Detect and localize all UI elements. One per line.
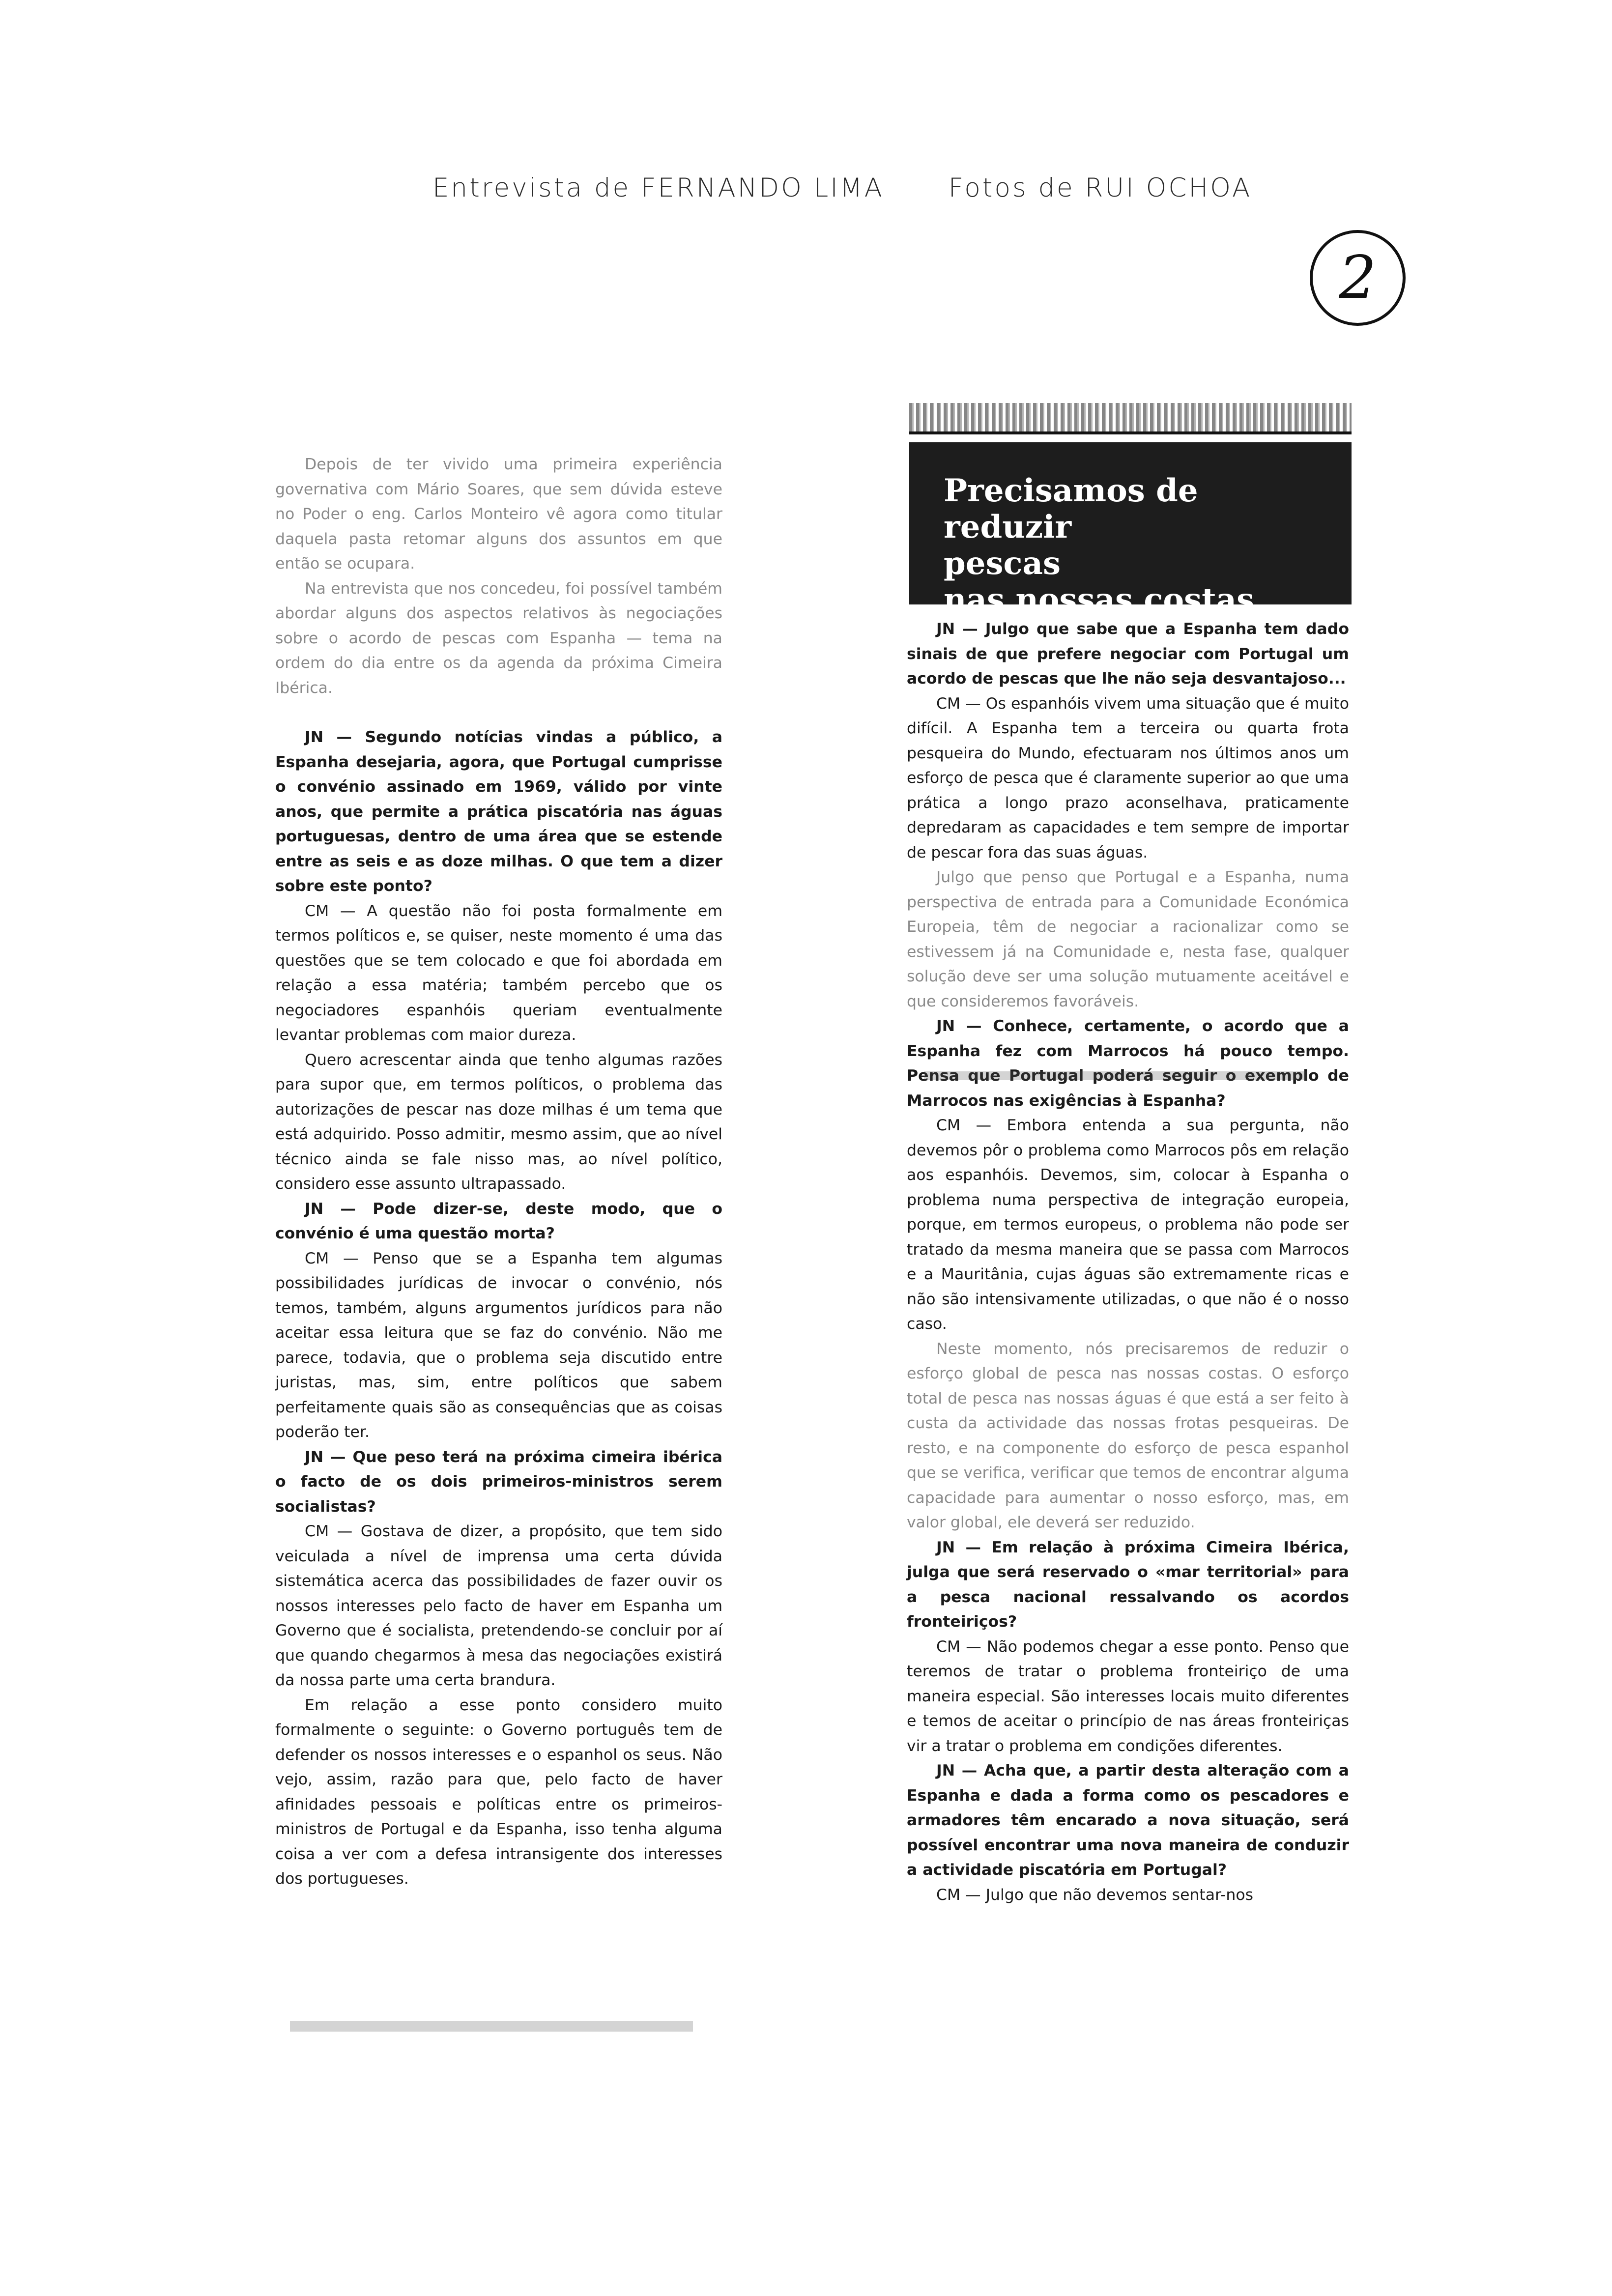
- answer-paragraph: CM — Gostava de dizer, a propósito, que tem sido veiculada a nível de imprensa uma certa dúvida sistemática acerca das possibilidades de fazer ouvir os nossos interesses pelo facto de haver em Espanha um Governo que é socialista, pretendendo-se concluir por aí que quando chegarmos à mesa das negociações existirá da nossa parte uma certa brandura.: [275, 1522, 722, 1689]
- header-rule: [909, 431, 1352, 434]
- headline-line: Precisamos de reduzir: [944, 472, 1198, 545]
- photo-credit: Fotos de RUI OCHOA: [948, 173, 1252, 203]
- answer-paragraph: Quero acrescentar ainda que tenho algumas razões para supor que, em termos políticos, o problema das autorizações de pescar nas doze milhas é um tema que está adquirido. Posso admitir, mesmo assim, que ao nível técnico ainda se fale nisso mas, ao nível político, considero esse assunto ultrapassado.: [275, 1051, 722, 1193]
- headline-box: [909, 442, 1352, 618]
- question: JN — Que peso terá na próxima cimeira ibérica o facto de os dois primeiros-ministros serem socialistas?: [275, 1448, 722, 1516]
- answer-paragraph: CM — Embora entenda a sua pergunta, não devemos pôr o problema como Marrocos pôs em relação aos espanhóis. Devemos, sim, colocar à Espanha o problema numa perspectiva de integração europeia, porque, em termos europeus, o problema não pode ser tratado da mesma maneira que se passa com Marrocos e a Mauritânia, cujas águas são extremamente ricas e não são intensivamente utilizadas, o que não é o nosso caso.: [907, 1117, 1349, 1333]
- answer-paragraph: CM — Não podemos chegar a esse ponto. Penso que teremos de tratar o problema fronteiriço de uma maneira especial. São interesses locais muito diferentes e temos de aceitar o princípio de nas áreas fronteiriças vir a tratar o problema em condições diferentes.: [907, 1637, 1349, 1755]
- print-smudge: [924, 1071, 1307, 1080]
- answer-paragraph: CM — Penso que se a Espanha tem algumas possibilidades jurídicas de invocar o convénio, nós temos, também, alguns argumentos jurídicos para não aceitar essa leitura que se faz do convénio. Não me parece, todavia, que o problema seja discutido entre juristas, mas, sim, entre políticos que sabem perfeitamente quais são as consequências que as coisas poderão ter.: [275, 1249, 722, 1441]
- left-column: [275, 452, 722, 1892]
- question: JN — Conhece, certamente, o acordo que a Espanha fez com Marrocos há pouco tempo. Pensa que Portugal poderá seguir o exemplo de Marrocos nas exigências à Espanha?: [907, 1017, 1349, 1110]
- headline-line: nas nossas costas: [944, 581, 1255, 618]
- question: JN — Segundo notícias vindas a público, a Espanha desejaria, agora, que Portugal cumprisse o convénio assinado em 1969, válido por vinte anos, que permite a prática piscatória nas águas portuguesas, dentro de uma área que se estende entre as seis e as doze milhas. O que tem a dizer sobre este ponto?: [275, 728, 722, 895]
- interview-credit: Entrevista de FERNANDO LIMA: [432, 173, 884, 203]
- page-number: 2: [1339, 244, 1377, 312]
- print-smudge: [290, 2021, 693, 2032]
- photocopy-noise: [909, 403, 1352, 432]
- right-column: [907, 617, 1349, 1907]
- answer-paragraph: CM — Julgo que não devemos sentar-nos: [936, 1886, 1254, 1904]
- answer-paragraph: CM — A questão não foi posta formalmente em termos políticos e, se quiser, neste momento é uma das questões que se tem colocado e que foi abordada em relação a essa matéria; também percebo que os negociadores espanhóis queriam eventualmente levantar problemas com maior dureza.: [275, 902, 722, 1044]
- answer-paragraph: CM — Os espanhóis vivem uma situação que é muito difícil. A Espanha tem a terceira ou quarta frota pesqueira do Mundo, efectuaram nos últimos anos um esforço de pesca que é claramente superior ao que uma prática a longo prazo aconselhava, praticamente depredaram as capacidades e tem sempre de importar de pescar fora das suas águas.: [907, 694, 1349, 861]
- answer-paragraph: Julgo que penso que Portugal e a Espanha, numa perspectiva de entrada para a Comunidade Económica Europeia, têm de negociar a racionalizar como se estivessem já na Comunidade e, nesta fase, qualquer solução deve ser uma solução mutuamente aceitável e que consideremos favoráveis.: [907, 868, 1349, 1010]
- question: JN — Em relação à próxima Cimeira Ibérica, julga que será reservado o «mar territorial» para a pesca nacional ressalvando os acordos fronteiriços?: [907, 1538, 1349, 1631]
- question: JN — Acha que, a partir desta alteração com a Espanha e dada a forma como os pescadores e armadores têm encarado a nova situação, será possível encontrar uma nova maneira de conduzir a actividade piscatória em Portugal?: [907, 1762, 1349, 1879]
- article-credits: [432, 173, 1252, 203]
- intro-paragraph: Na entrevista que nos concedeu, foi possível também abordar alguns dos aspectos relativos às negociações sobre o acordo de pescas com Espanha — tema na ordem do dia entre os da agenda da próxima Cimeira Ibérica.: [275, 579, 722, 697]
- question: JN — Pode dizer-se, deste modo, que o convénio é uma questão morta?: [275, 1200, 722, 1242]
- answer-paragraph: Em relação a esse ponto considero muito formalmente o seguinte: o Governo português tem de defender os nossos interesses e o espanhol os seus. Não vejo, assim, razão para que, pelo facto de haver afinidades pessoais e políticas entre os primeiros-ministros de Portugal e da Espanha, isso tenha alguma coisa a ver com a defesa intransigente dos interesses dos portugueses.: [275, 1696, 722, 1888]
- question: JN — Julgo que sabe que a Espanha tem dado sinais de que prefere negociar com Portugal um acordo de pescas que lhe não seja desvantajoso...: [907, 620, 1349, 688]
- intro-paragraph: Depois de ter vivido uma primeira experiência governativa com Mário Soares, que sem dúvida esteve no Poder o eng. Carlos Monteiro vê agora como titular daquela pasta retomar alguns dos assuntos em que então se ocupara.: [275, 456, 722, 573]
- answer-paragraph: Neste momento, nós precisaremos de reduzir o esforço global de pesca nas nossas costas. O esforço total de pesca nas nossas águas é que está a ser feito à custa da actividade das nossas frotas pesqueiras. De resto, e na componente do esforço de pesca espanhol que se verifica, verificar que temos de encontrar alguma capacidade para aumentar o nosso esforço, mas, em valor global, ele deverá ser reduzido.: [907, 1340, 1349, 1531]
- page-number-stamp: [1310, 230, 1406, 326]
- headline-line: pescas: [944, 545, 1061, 582]
